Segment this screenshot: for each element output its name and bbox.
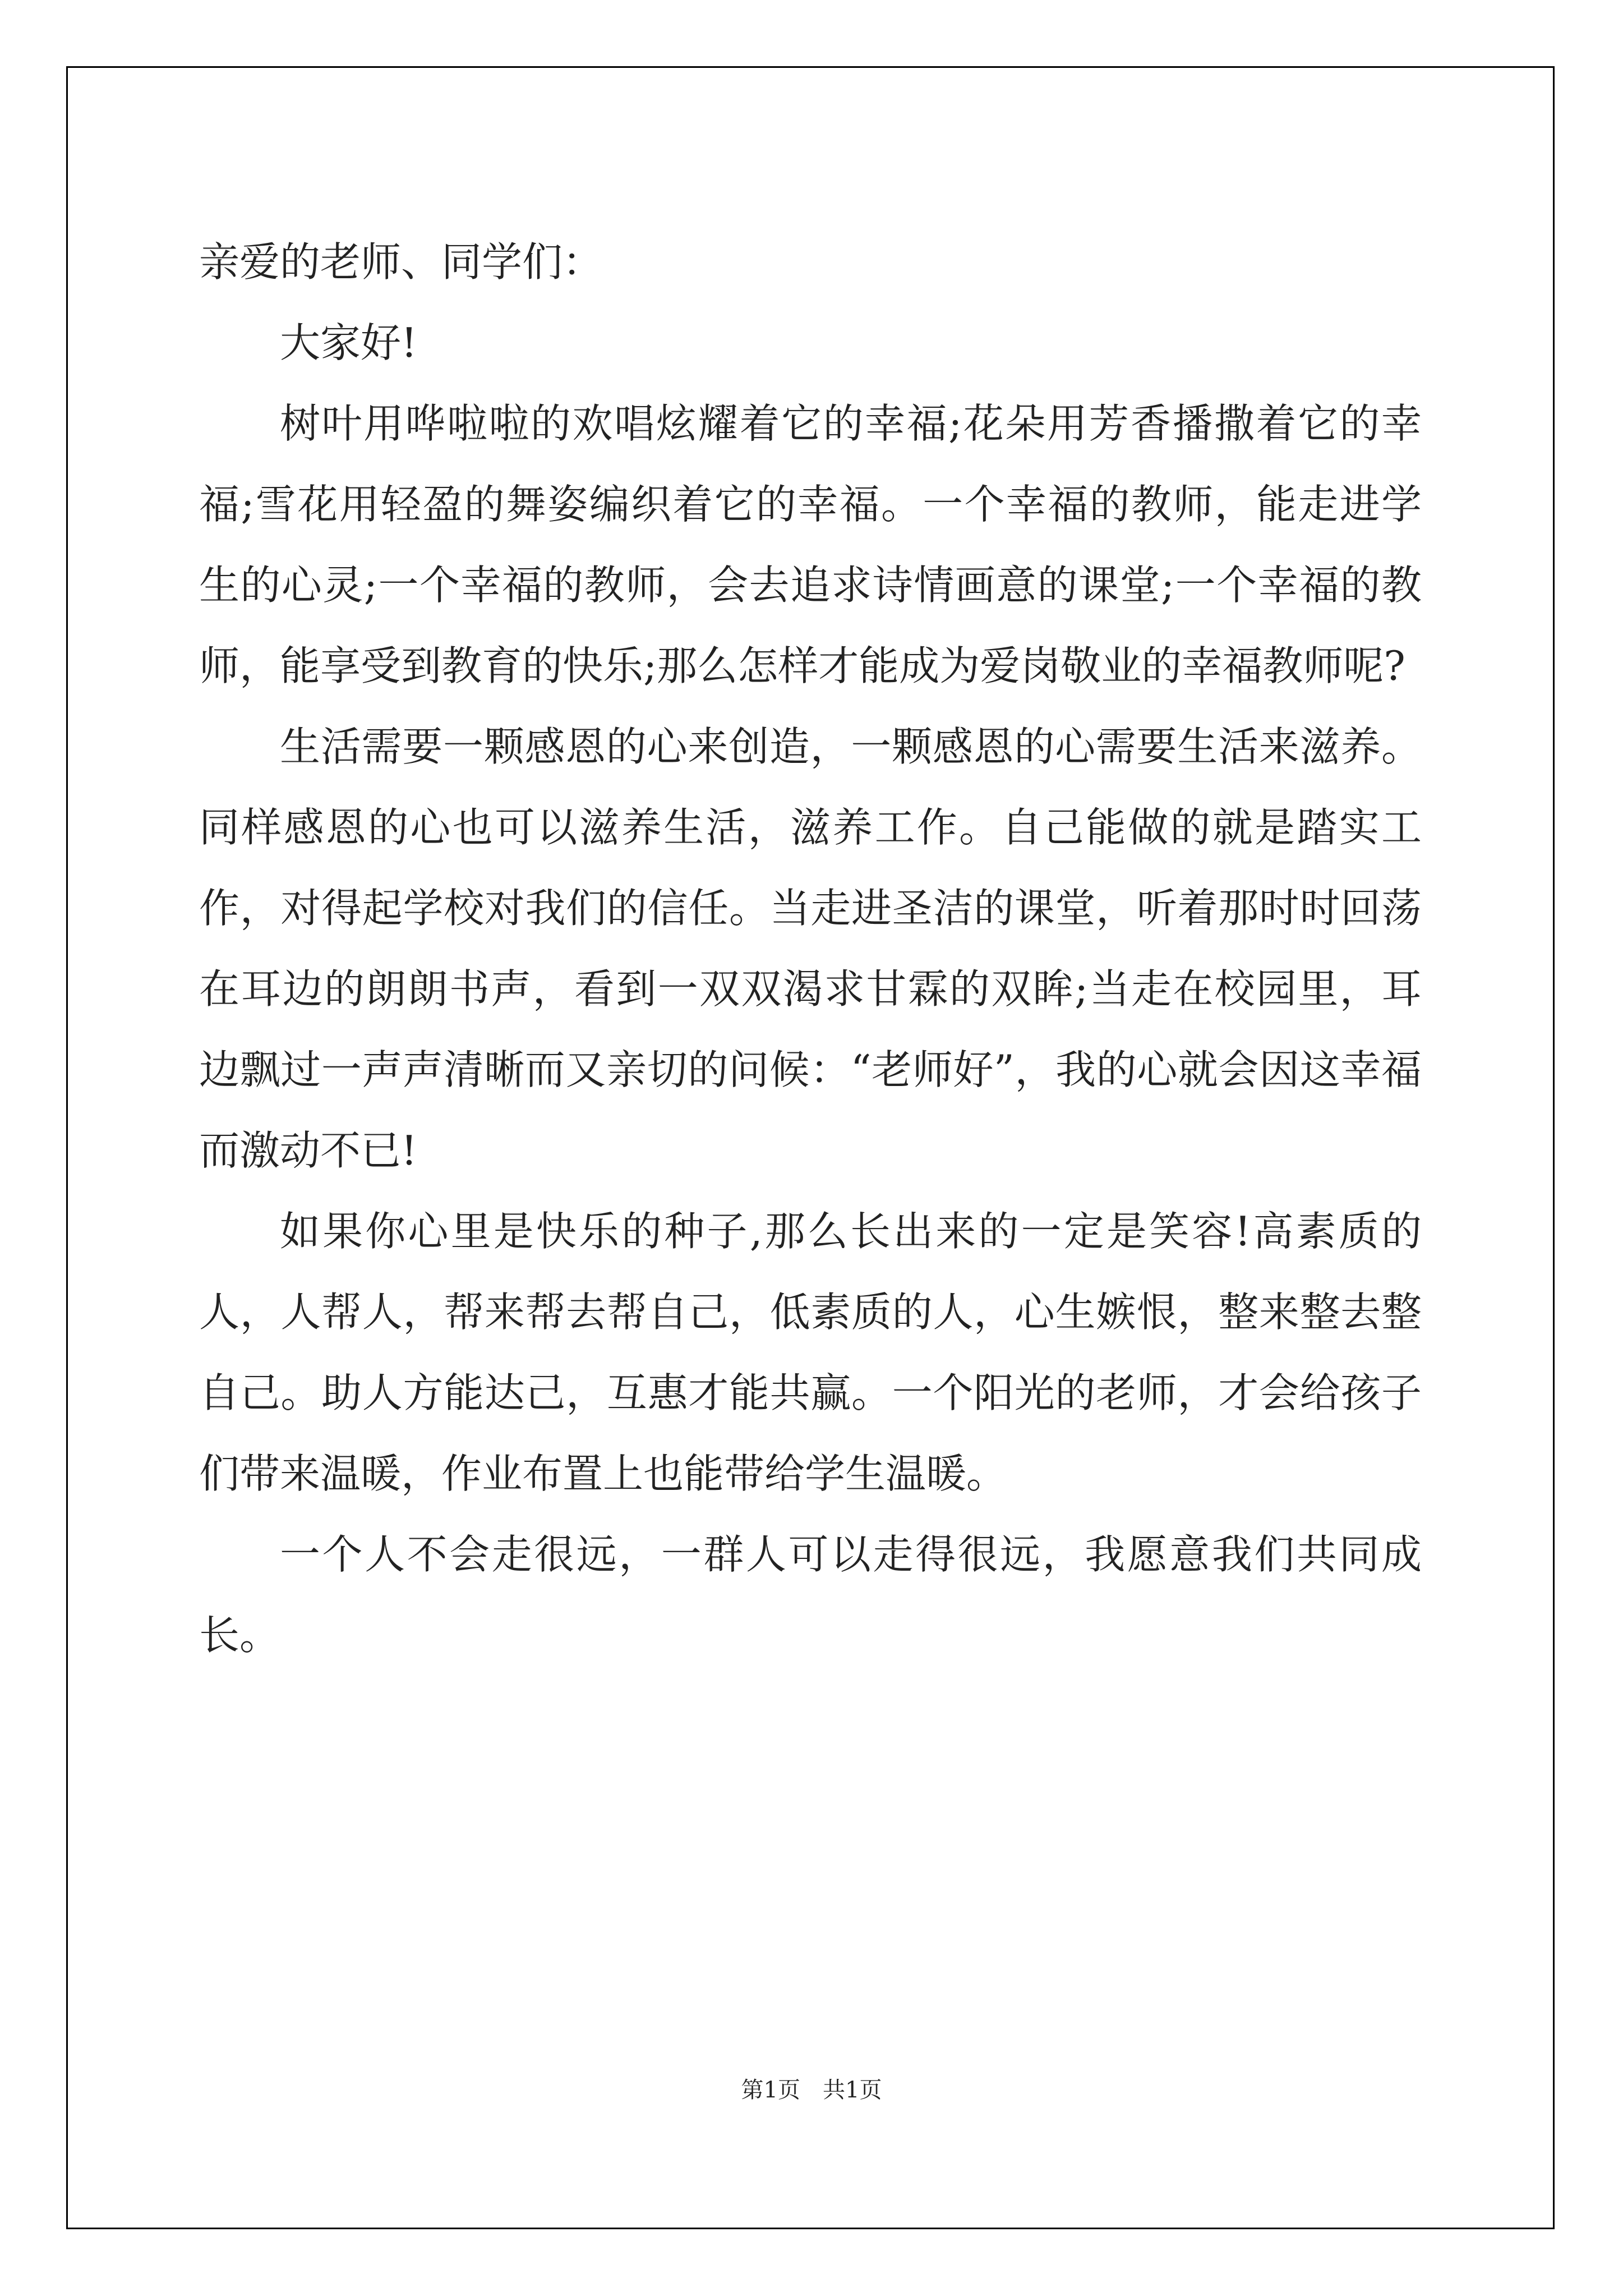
document-body	[199, 222, 1422, 1676]
paragraph-grow-together: 一个人不会走很远，一群人可以走得很远，我愿意我们共同成长。	[199, 1531, 1422, 1659]
paragraph-greeting: 大家好!	[280, 319, 417, 366]
page-number: 第1页	[741, 2077, 800, 2103]
salutation: 亲爱的老师、同学们：	[199, 238, 603, 286]
page-total: 共1页	[823, 2077, 882, 2103]
paragraph-gratitude: 生活需要一颗感恩的心来创造，一颗感恩的心需要生活来滋养。同样感恩的心也可以滋养生活，滋养工作。自己能做的就是踏实工作，对得起学校对我们的信任。当走进圣洁的课堂，听着那时时回荡在耳边的朗朗书声，看到一双双渴求甘霖的双眸;当走在校园里，耳边飘过一声声清晰而又亲切的问候：“老师好”，我的心就会因这幸福而激动不已!	[199, 723, 1422, 1174]
paragraph-happy-teacher: 树叶用哗啦啦的欢唱炫耀着它的幸福;花朵用芳香播撒着它的幸福;雪花用轻盈的舞姿编织着它的幸福。一个幸福的教师，能走进学生的心灵;一个幸福的教师，会去追求诗情画意的课堂;一个幸福的教师，能享受到教育的快乐;那么怎样才能成为爱岗敬业的幸福教师呢?	[199, 400, 1422, 689]
page-footer	[0, 2074, 1623, 2106]
paragraph-sunshine: 如果你心里是快乐的种子,那么长出来的一定是笑容!高素质的人，人帮人，帮来帮去帮自己，低素质的人，心生嫉恨，整来整去整自己。助人方能达己，互惠才能共赢。一个阳光的老师，才会给孩子们带来温暖，作业布置上也能带给学生温暖。	[199, 1208, 1422, 1497]
